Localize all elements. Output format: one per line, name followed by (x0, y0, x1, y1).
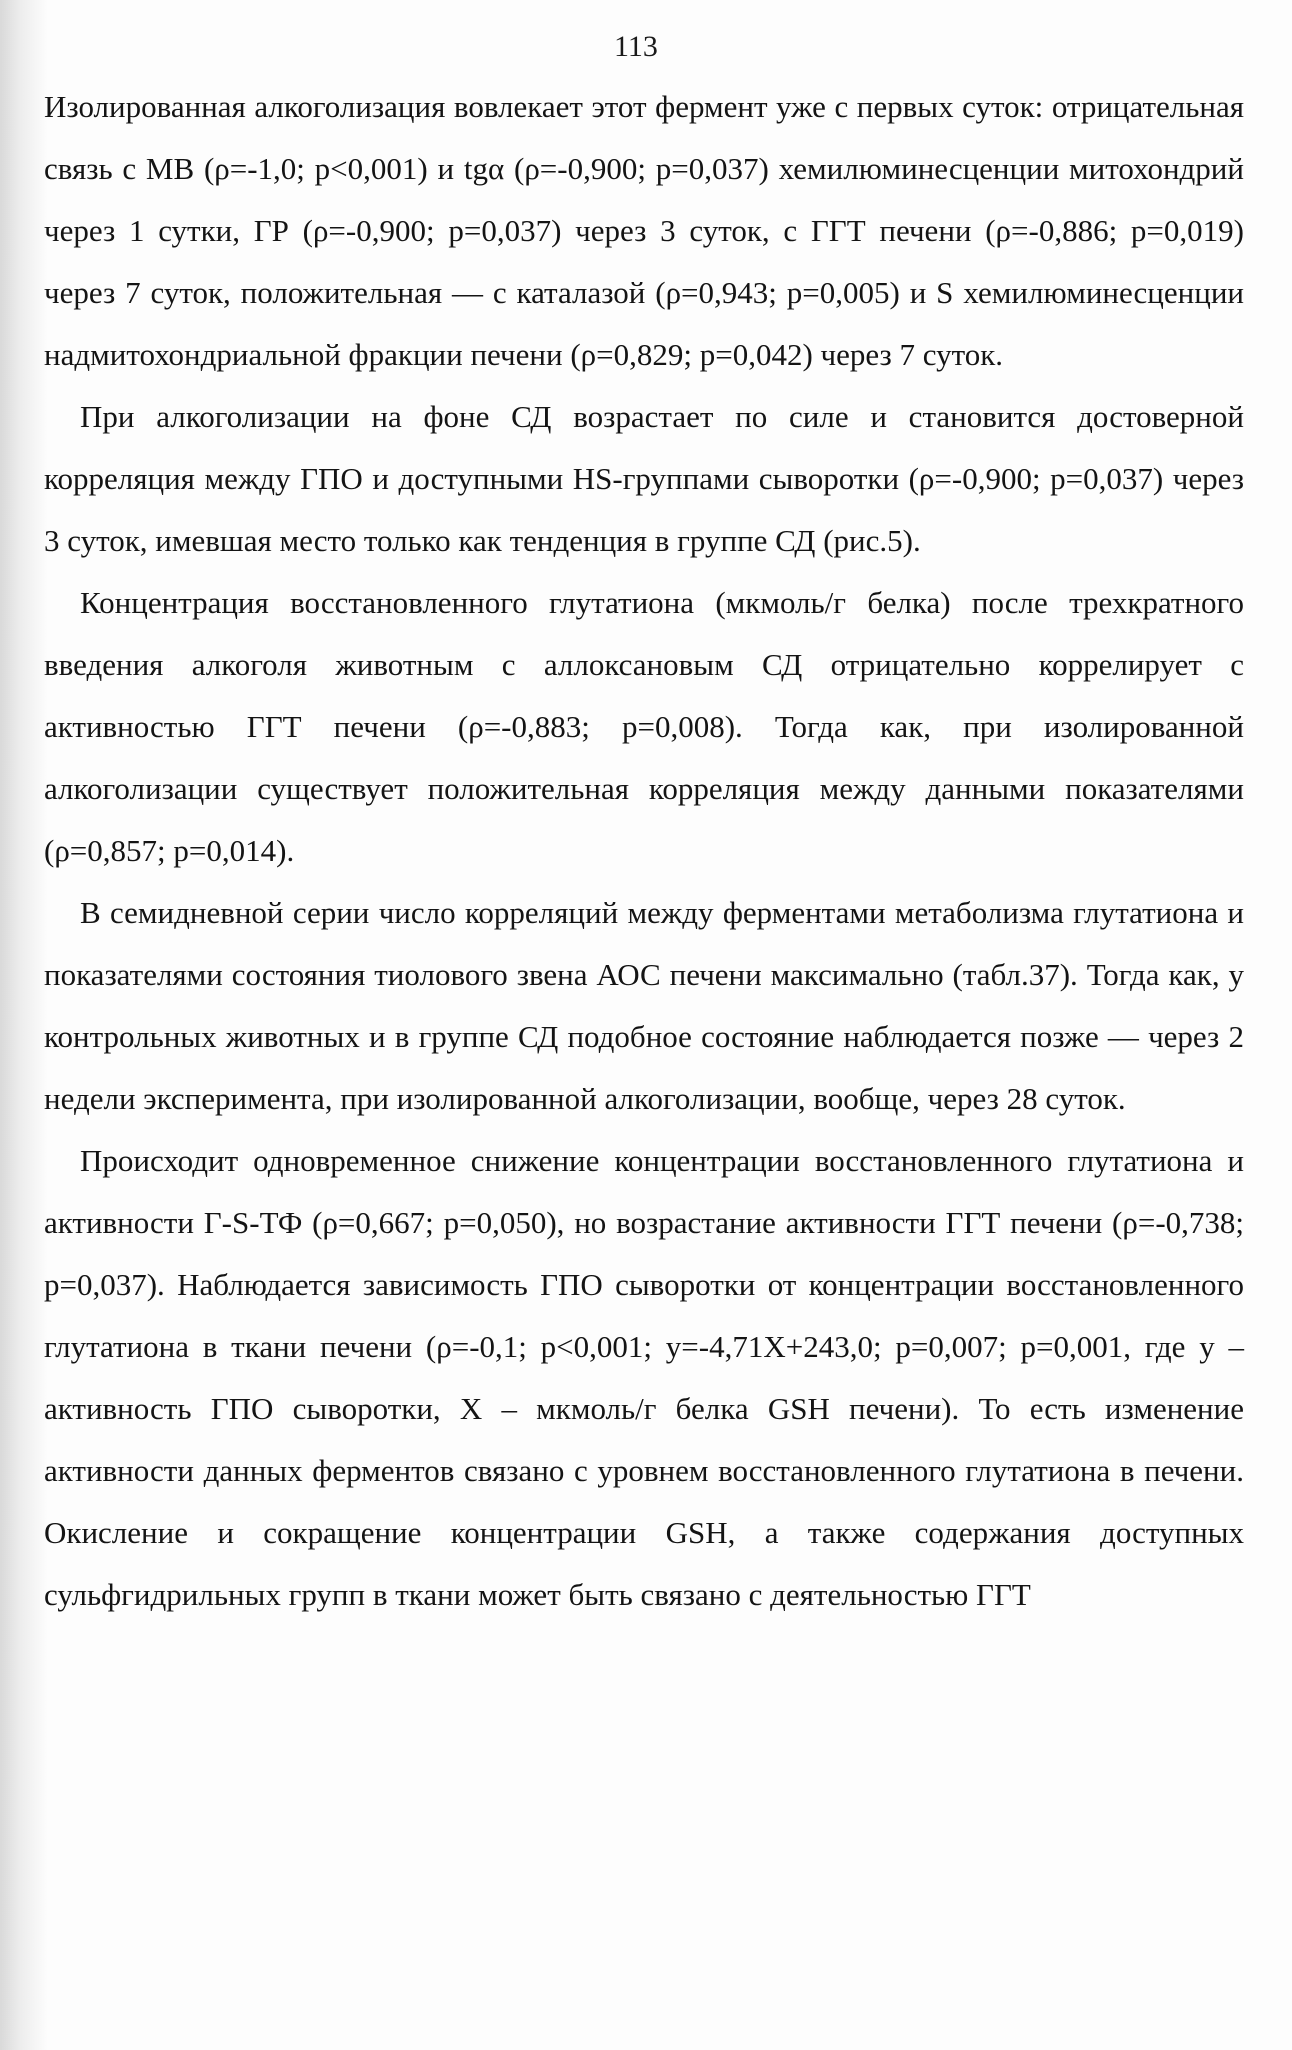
scan-edge-shadow (0, 0, 48, 2050)
page-number: 113 (614, 30, 658, 63)
paragraph-isolated-alcoholization: Изолированная алкоголизация вовлекает этот фермент уже с первых суток: отрицательная связь с МВ (ρ=-1,0; р<0,001) и tgα (ρ=-0,900; р=0,037) хемилюминесценции митохондрий через 1 сутки, ГР (ρ=-0,900; р=0,037) через 3 суток, с ГГТ печени (ρ=-0,886; р=0,019) через 7 суток, положительная — с каталазой (ρ=0,943; р=0,005) и S хемилюминесценции надмитохондриальной фракции печени (ρ=0,829; р=0,042) через 7 суток. (44, 89, 1244, 372)
body-text (44, 76, 1244, 1626)
paragraph-gsh-dependence: Происходит одновременное снижение концентрации восстановленного глутатиона и активности Г-S-ТФ (ρ=0,667; р=0,050), но возрастание активности ГГТ печени (ρ=-0,738; р=0,037). Наблюдается зависимость ГПО сыворотки от концентрации восстановленного глутатиона в ткани печени (ρ=-0,1; р<0,001; у=-4,71Х+243,0; р=0,007; р=0,001, где у – активность ГПО сыворотки, Х – мкмоль/г белка GSH печени). То есть изменение активности данных ферментов связано с уровнем восстановленного глутатиона в печени. Окисление и сокращение концентрации GSH, а также содержания доступных сульфгидрильных групп в ткани может быть связано с деятельностью ГГТ (44, 1143, 1244, 1612)
paragraph-seven-day-series: В семидневной серии число корреляций между ферментами метаболизма глутатиона и показателями состояния тиолового звена АОС печени максимально (табл.37). Тогда как, у контрольных животных и в группе СД подобное состояние наблюдается позже — через 2 недели эксперимента, при изолированной алкоголизации, вообще, через 28 суток. (44, 895, 1244, 1116)
paragraph-glutathione-concentration: Концентрация восстановленного глутатиона (мкмоль/г белка) после трехкратного введения алкоголя животным с аллоксановым СД отрицательно коррелирует с активностью ГГТ печени (ρ=-0,883; р=0,008). Тогда как, при изолированной алкоголизации существует положительная корреляция между данными показателями (ρ=0,857; р=0,014). (44, 585, 1244, 868)
paragraph-diabetes-correlation: При алкоголизации на фоне СД возрастает по силе и становится достоверной корреляция между ГПО и доступными HS-группами сыворотки (ρ=-0,900; р=0,037) через 3 суток, имевшая место только как тенденция в группе СД (рис.5). (44, 399, 1244, 558)
